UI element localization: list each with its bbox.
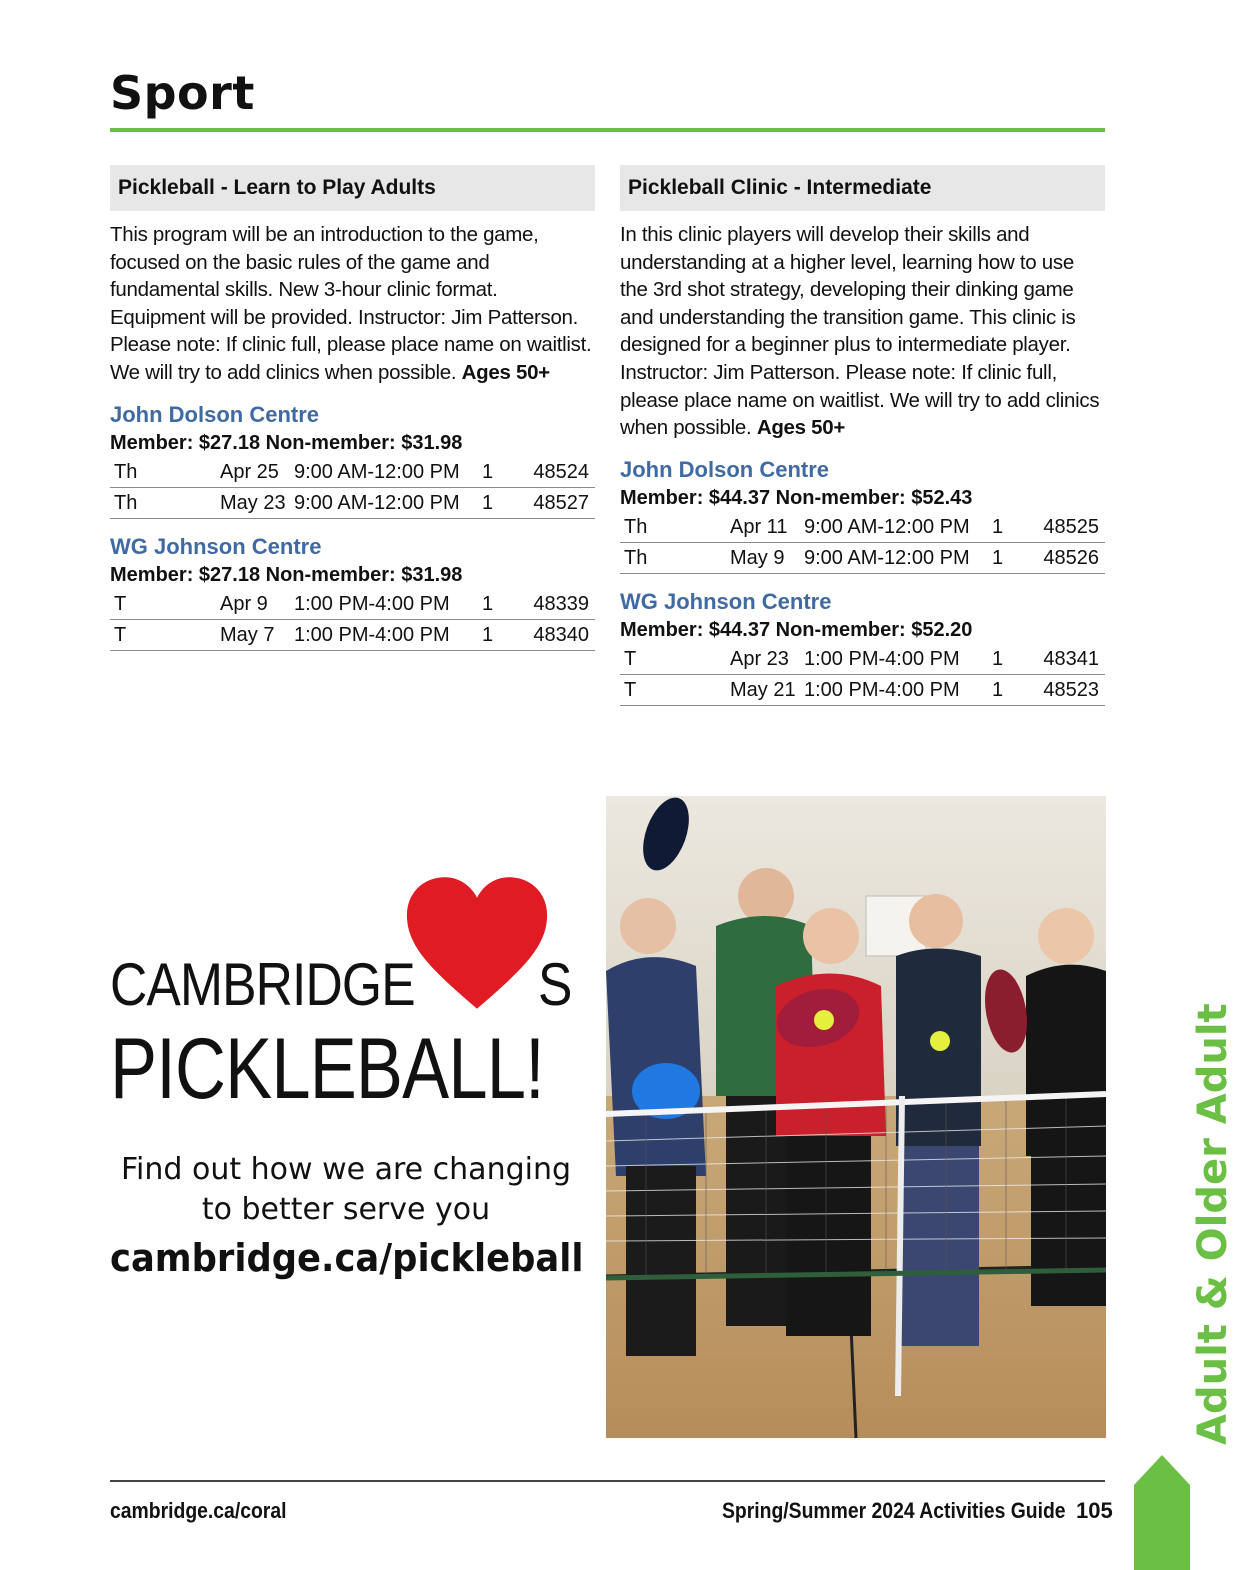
promo-line-s: S — [538, 951, 573, 1018]
table-row[interactable] — [110, 589, 595, 620]
session-count: 1 — [992, 542, 1036, 573]
table-row[interactable] — [110, 619, 595, 650]
session-time: 1:00 PM-4:00 PM — [294, 589, 482, 620]
location-price: Member: $27.18 Non-member: $31.98 — [110, 431, 463, 454]
session-date: Apr 25 — [220, 457, 294, 488]
side-tab-arrow-icon — [1134, 1455, 1190, 1570]
footer-rule — [110, 1480, 1105, 1482]
session-date: Apr 23 — [730, 644, 804, 675]
session-date: Apr 9 — [220, 589, 294, 620]
session-time: 9:00 AM-12:00 PM — [804, 512, 992, 543]
session-day: Th — [110, 457, 220, 488]
schedule-table — [620, 644, 1105, 706]
location-price: Member: $44.37 Non-member: $52.20 — [620, 618, 973, 641]
location-price: Member: $44.37 Non-member: $52.43 — [620, 486, 973, 509]
session-code: 48523 — [1036, 674, 1105, 705]
table-row[interactable] — [620, 542, 1105, 573]
session-count: 1 — [482, 487, 526, 518]
table-row[interactable] — [620, 512, 1105, 543]
page-heading: Sport — [110, 66, 255, 120]
schedule-table — [620, 512, 1105, 574]
promo-url-link[interactable]: cambridge.ca/pickleball — [110, 1236, 584, 1280]
side-tab-label[interactable]: Adult & Older Adult — [1190, 1003, 1236, 1445]
ages-label: Ages 50+ — [756, 416, 846, 440]
session-date: Apr 11 — [730, 512, 804, 543]
page-number: 105 — [1076, 1498, 1113, 1523]
session-day: T — [620, 674, 730, 705]
session-day: Th — [110, 487, 220, 518]
heart-icon — [404, 874, 550, 1012]
session-time: 9:00 AM-12:00 PM — [804, 542, 992, 573]
session-count: 1 — [992, 644, 1036, 675]
session-time: 1:00 PM-4:00 PM — [804, 644, 992, 675]
session-time: 9:00 AM-12:00 PM — [294, 487, 482, 518]
session-day: Th — [620, 512, 730, 543]
session-code: 48526 — [1036, 542, 1105, 573]
location-name[interactable]: John Dolson Centre — [620, 456, 830, 482]
schedule-table — [110, 457, 595, 519]
session-count: 1 — [482, 589, 526, 620]
heading-rule — [110, 128, 1105, 132]
session-day: T — [620, 644, 730, 675]
location-name[interactable]: WG Johnson Centre — [110, 533, 322, 559]
session-time: 1:00 PM-4:00 PM — [804, 674, 992, 705]
table-row[interactable] — [110, 457, 595, 488]
session-day: T — [110, 589, 220, 620]
players-photo-illustration — [606, 796, 1106, 1438]
program-description: This program will be an introduction to the game, focused on the basic rules of the game and fundamental skills. New 3-hour clinic format. Equipment will be provided. Instructor: Jim Patterson. Please note: If clinic full, please place name on waitlist. We will try to add clinics when possible. Ages 50+ — [110, 223, 592, 384]
program-clinic-intermediate — [620, 165, 1105, 706]
session-time: 1:00 PM-4:00 PM — [294, 619, 482, 650]
session-day: T — [110, 619, 220, 650]
session-code: 48339 — [526, 589, 595, 620]
session-date: May 7 — [220, 619, 294, 650]
promo-line-pickleball: PICKLEBALL! — [110, 1021, 544, 1117]
session-day: Th — [620, 542, 730, 573]
session-code: 48524 — [526, 457, 595, 488]
session-date: May 23 — [220, 487, 294, 518]
promo-subtext — [110, 1150, 582, 1230]
program-title: Pickleball - Learn to Play Adults — [110, 165, 595, 211]
session-date: May 9 — [730, 542, 804, 573]
footer-website-link[interactable]: cambridge.ca/coral — [110, 1498, 287, 1523]
session-count: 1 — [992, 674, 1036, 705]
location-price: Member: $27.18 Non-member: $31.98 — [110, 563, 463, 586]
program-description: In this clinic players will develop their skills and understanding at a higher level, learning how to use the 3rd shot strategy, developing their dinking game and understanding the transition game. This clinic is designed for a beginner plus to intermediate player. Instructor: Jim Patterson. Please note: If clinic full, please place name on waitlist. We will try to add clinics when possible. Ages 50+ — [620, 223, 1100, 440]
table-row[interactable] — [110, 487, 595, 518]
program-learn-to-play — [110, 165, 595, 651]
session-count: 1 — [482, 619, 526, 650]
table-row[interactable] — [620, 674, 1105, 705]
session-code: 48527 — [526, 487, 595, 518]
session-date: May 21 — [730, 674, 804, 705]
ages-label: Ages 50+ — [461, 360, 550, 384]
session-time: 9:00 AM-12:00 PM — [294, 457, 482, 488]
promo-subtext-line: to better serve you — [201, 1192, 491, 1227]
session-code: 48341 — [1036, 644, 1105, 675]
program-title: Pickleball Clinic - Intermediate — [620, 165, 1105, 211]
pickleball-players-photo — [606, 796, 1106, 1438]
schedule-table — [110, 589, 595, 651]
location-name[interactable]: WG Johnson Centre — [620, 588, 832, 614]
table-row[interactable] — [620, 644, 1105, 675]
location-name[interactable]: John Dolson Centre — [110, 401, 320, 427]
footer-guide-title: Spring/Summer 2024 Activities Guide — [722, 1498, 1066, 1523]
session-code: 48340 — [526, 619, 595, 650]
session-code: 48525 — [1036, 512, 1105, 543]
session-count: 1 — [992, 512, 1036, 543]
promo-line-cambridge: CAMBRIDGE — [110, 951, 415, 1018]
session-count: 1 — [482, 457, 526, 488]
promo-subtext-line: Find out how we are changing — [120, 1152, 572, 1187]
